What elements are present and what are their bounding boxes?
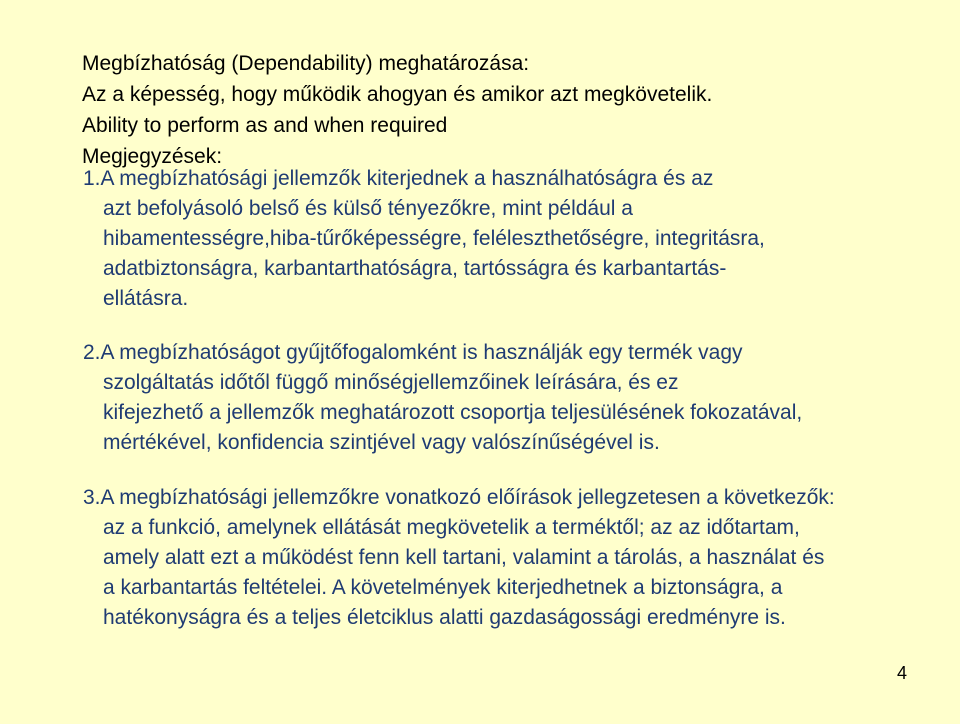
note-3-line-2: az a funkció, amelynek ellátását megkövetelik a terméktől; az az időtartam,: [103, 516, 800, 539]
note-2-line-3: kifejezhető a jellemzők meghatározott csoportja teljesülésének fokozatával,: [103, 401, 803, 424]
definition-hungarian: Az a képesség, hogy működik ahogyan és amikor azt megkövetelik.: [82, 83, 713, 106]
note-3-line-3: amely alatt ezt a működést fenn kell tartani, valamint a tárolás, a használat és: [103, 546, 825, 569]
definition-english: Ability to perform as and when required: [82, 114, 448, 137]
note-3-line-1: 3.A megbízhatósági jellemzőkre vonatkozó előírások jellegzetesen a következők:: [83, 486, 835, 509]
note-3-line-5: hatékonyságra és a teljes életciklus alatti gazdaságossági eredményre is.: [103, 606, 786, 629]
note-1-line-3: hibamentességre,hiba-tűrőképességre, feléleszthetőségre, integritásra,: [103, 227, 765, 250]
note-3: [83, 483, 835, 633]
note-2: [83, 338, 802, 458]
note-1-line-2: azt befolyásoló belső és külső tényezőkre, mint például a: [103, 197, 633, 220]
note-1-line-4: adatbiztonságra, karbantarthatóságra, tartósságra és karbantartás-: [103, 257, 727, 280]
notes-heading: Megjegyzések:: [82, 145, 223, 168]
note-2-line-1: 2.A megbízhatóságot gyűjtőfogalomként is használják egy termék vagy: [83, 341, 743, 364]
definition-heading: Megbízhatóság (Dependability) meghatározása:: [82, 52, 530, 75]
note-1-line-1: 1.A megbízhatósági jellemzők kiterjednek a használhatóságra és az: [83, 167, 714, 190]
note-2-line-4: mértékével, konfidencia szintjével vagy valószínűségével is.: [103, 431, 660, 454]
note-2-line-2: szolgáltatás időtől függő minőségjellemzőinek leírására, és ez: [103, 371, 679, 394]
note-3-line-4: a karbantartás feltételei. A követelmények kiterjedhetnek a biztonságra, a: [103, 576, 783, 599]
page-number: 4: [896, 663, 907, 683]
note-1-line-5: ellátásra.: [103, 287, 189, 310]
definition-block: [82, 48, 942, 172]
note-1: [83, 164, 765, 314]
